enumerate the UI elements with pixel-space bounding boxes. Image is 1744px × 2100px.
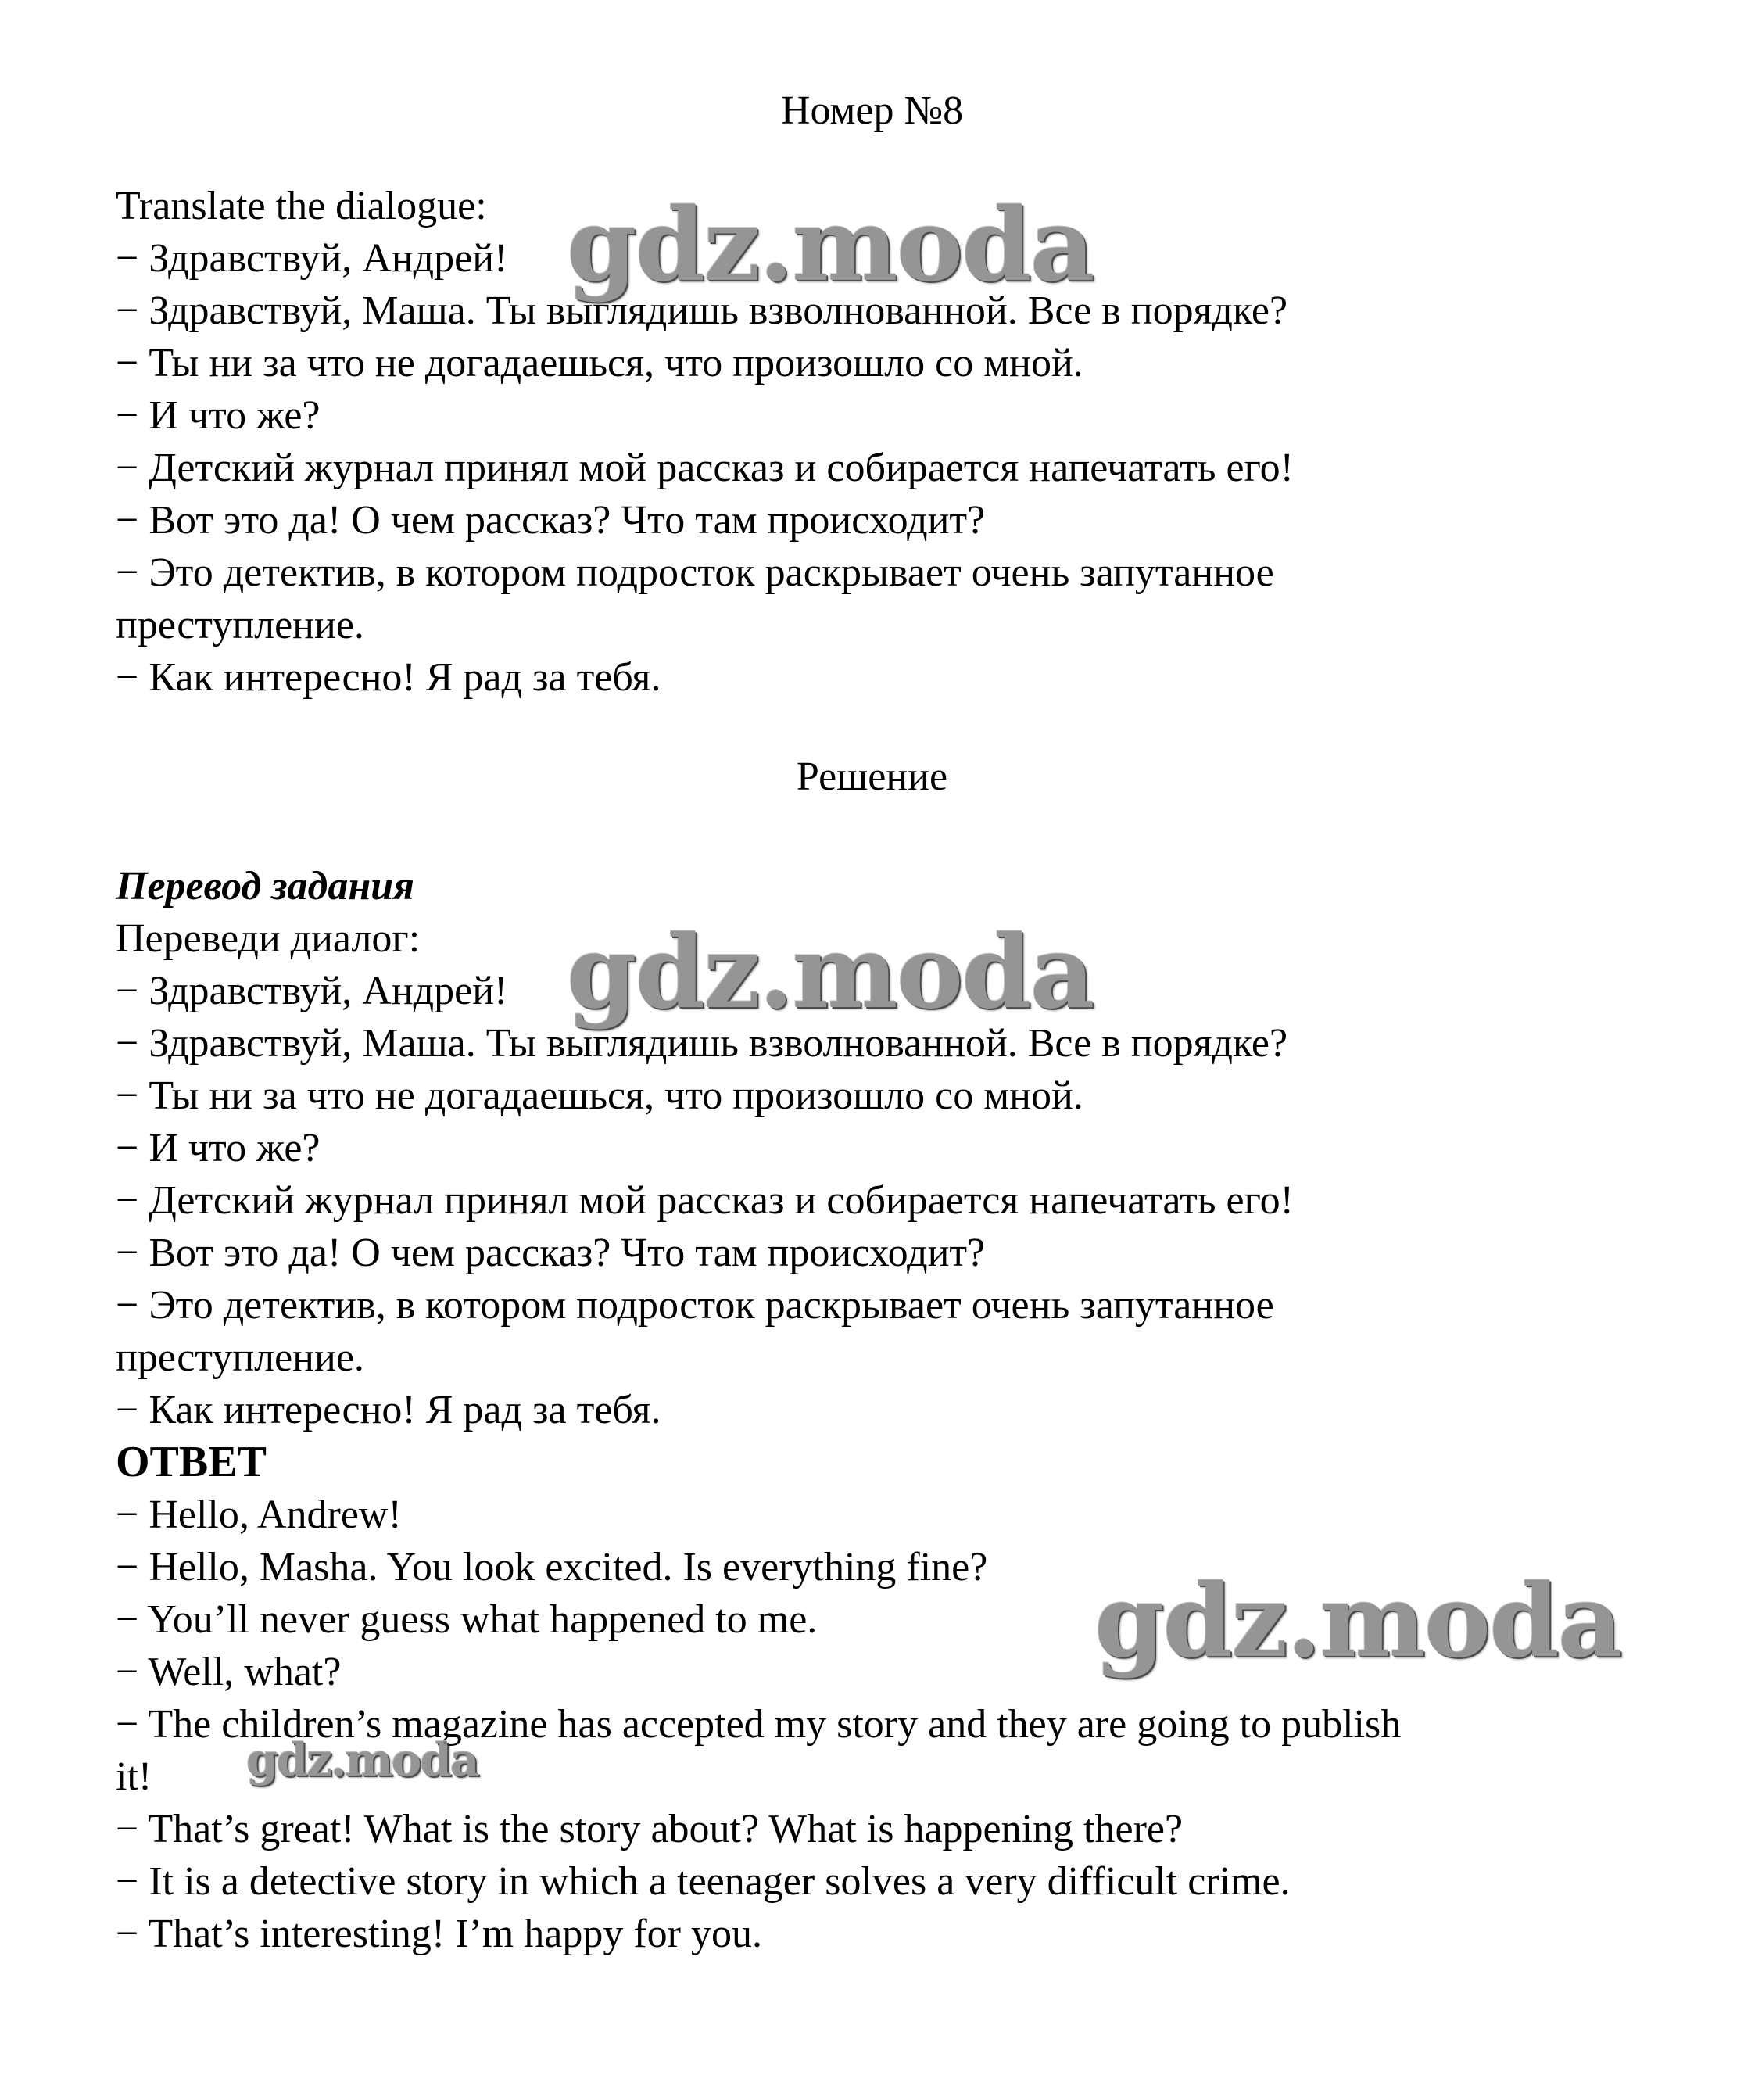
translation-line: − Здравствуй, Маша. Ты выглядишь взволнованной. Все в порядке? (116, 1021, 1288, 1066)
answer-line: − That’s interesting! I’m happy for you. (116, 1912, 762, 1956)
page-title: Номер №8 (780, 88, 964, 133)
solution-title: Решение (796, 754, 948, 799)
task-line: − Здравствуй, Маша. Ты выглядишь взволнованной. Все в порядке? (116, 288, 1288, 333)
translation-line: − Детский журнал принял мой рассказ и собирается напечатать его! (116, 1178, 1294, 1223)
task-line: − Здравствуй, Андрей! (116, 236, 508, 281)
answer-line: − Hello, Andrew! (116, 1493, 402, 1537)
watermark-logo: gdz.moda (1094, 1563, 1621, 1680)
answer-line: − That’s great! What is the story about? What is happening there? (116, 1807, 1184, 1851)
task-intro: Translate the dialogue: (116, 184, 487, 228)
translation-line: − И что же? (116, 1126, 321, 1170)
watermark-logo: gdz.moda (246, 1733, 478, 1786)
translation-line: преступление. (116, 1335, 364, 1380)
answer-line: − It is a detective story in which a teenager solves a very difficult crime. (116, 1859, 1291, 1904)
task-line: − Вот это да! О чем рассказ? Что там происходит? (116, 498, 986, 543)
task-line: − Как интересно! Я рад за тебя. (116, 655, 661, 700)
translation-intro: Переведи диалог: (116, 916, 421, 961)
answer-line: − You’ll never guess what happened to me. (116, 1597, 818, 1642)
task-line: − Это детектив, в котором подросток раскрывает очень запутанное (116, 550, 1274, 595)
translation-line: − Как интересно! Я рад за тебя. (116, 1388, 661, 1432)
translation-line: − Здравствуй, Андрей! (116, 969, 508, 1013)
answer-heading: ОТВЕТ (116, 1438, 267, 1486)
translation-line: − Это детектив, в котором подросток раскрывает очень запутанное (116, 1283, 1274, 1328)
answer-line: − Hello, Masha. You look excited. Is everything fine? (116, 1545, 988, 1589)
task-line: преступление. (116, 603, 364, 647)
task-line: − Ты ни за что не догадаешься, что произошло со мной. (116, 341, 1083, 385)
task-line: − И что же? (116, 393, 321, 438)
answer-line: − Well, what? (116, 1650, 342, 1694)
translation-line: − Ты ни за что не догадаешься, что произошло со мной. (116, 1073, 1083, 1118)
task-line: − Детский журнал принял мой рассказ и собирается напечатать его! (116, 446, 1294, 490)
translation-heading: Перевод задания (116, 864, 414, 908)
answer-line: − The children’s magazine has accepted my story and they are going to publish (116, 1702, 1402, 1747)
answer-line: it! (116, 1754, 152, 1799)
watermark-logo: gdz.moda (567, 187, 1094, 304)
translation-line: − Вот это да! О чем рассказ? Что там происходит? (116, 1231, 986, 1275)
watermark-logo: gdz.moda (567, 914, 1094, 1031)
